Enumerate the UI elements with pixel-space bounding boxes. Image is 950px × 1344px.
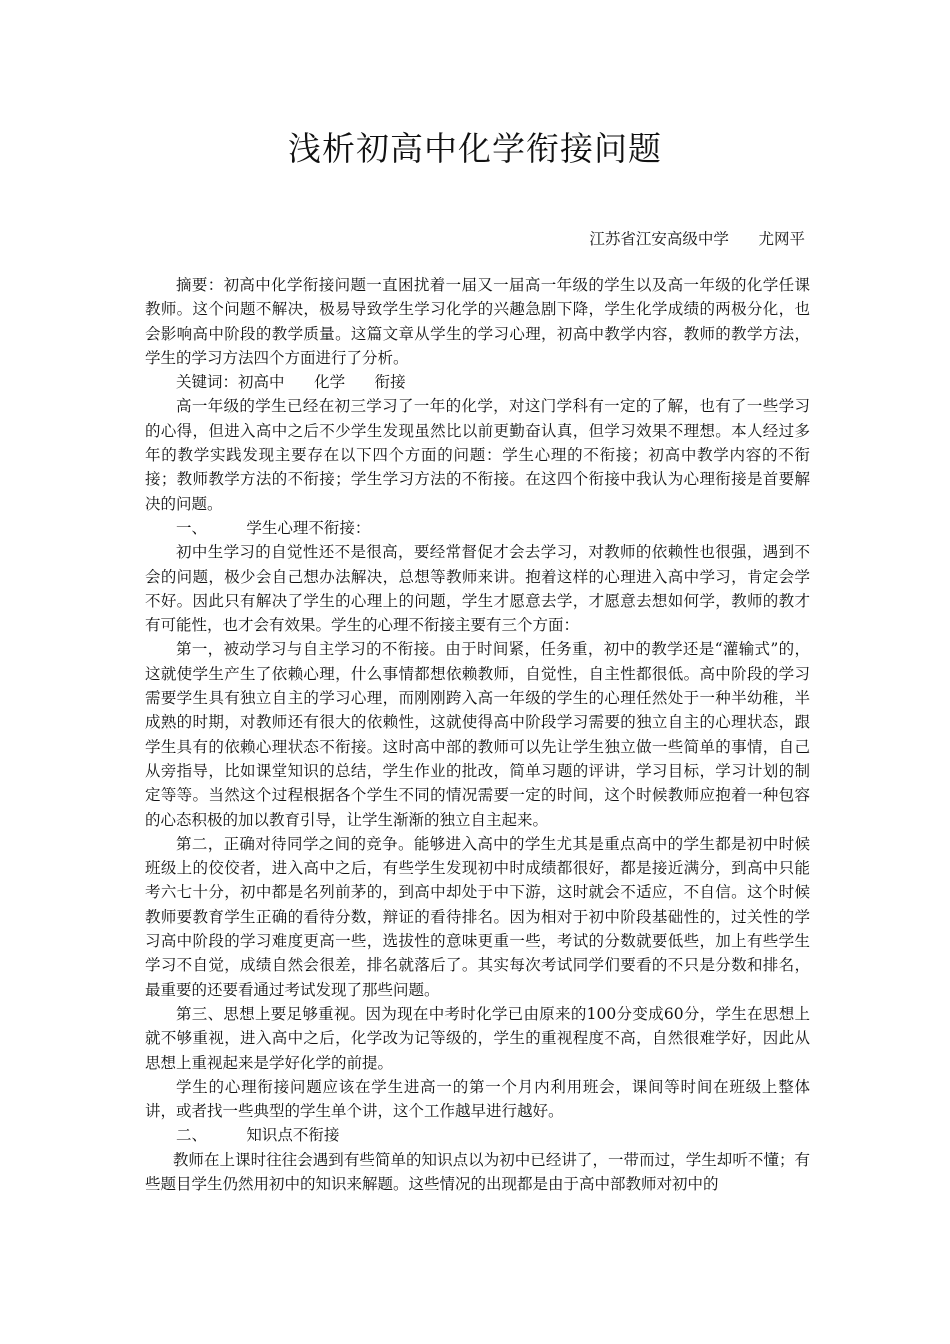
- body-paragraph: 教师在上课时往往会遇到有些简单的知识点以为初中已经讲了，一带而过，学生却听不懂；有些题目学生仍然用初中的知识来解题。这些情况的出现都是由于高中部教师对初中的: [145, 1150, 810, 1193]
- body-paragraph: 第一，被动学习与自主学习的不衔接。由于时间紧，任务重，初中的教学还是“灌输式”的，这就使学生产生了依赖心理，什么事情都想依赖教师，自觉性，自主性都很低。高中阶段的学习需要学生具有独立自主的学习心理，而刚刚跨入高一年级的学生的心理任然处于一种半幼稚，半成熟的时期，对教师还有很大的依赖性，这就使得高中阶段学习需要的独立自主的心理状态，跟学生具有的依赖心理状态不衔接。这时高中部的教师可以先让学生独立做一些简单的事情，自己从旁指导，比如课堂知识的总结，学生作业的批改，简单习题的评讲，学习目标，学习计划的制定等等。当然这个过程根据各个学生不同的情况需要一定的时间，这个时候教师应抱着一种包容的心态积极的加以教育引导，让学生渐渐的独立自主起来。: [145, 640, 810, 829]
- document-body: [145, 273, 810, 1196]
- intro-paragraph: 高一年级的学生已经在初三学习了一年的化学，对这门学科有一定的了解，也有了一些学习的心得，但进入高中之后不少学生发现虽然比以前更勤奋认真，但学习效果不理想。本人经过多年的教学实践发现主要存在以下四个方面的问题：学生心理的不衔接；初高中教学内容的不衔接；教师教学方法的不衔接；学生学习方法的不衔接。在这四个衔接中我认为心理衔接是首要解决的问题。: [145, 397, 810, 513]
- section-heading-1: 一、 学生心理不衔接：: [176, 518, 371, 537]
- body-paragraph: 第三、思想上要足够重视。因为现在中考时化学已由原来的100分变成60分，学生在思想上就不够重视，进入高中之后，化学改为记等级的，学生的重视程度不高，自然很难学好，因此从思想上重视起来是学好化学的前提。: [145, 1004, 810, 1072]
- body-paragraph: 学生的心理衔接问题应该在学生进高一的第一个月内利用班会，课间等时间在班级上整体讲，或者找一些典型的学生单个讲，这个工作越早进行越好。: [145, 1077, 810, 1121]
- body-paragraph: 初中生学习的自觉性还不是很高，要经常督促才会去学习，对教师的依赖性也很强，遇到不会的问题，极少会自己想办法解决，总想等教师来讲。抱着这样的心理进入高中学习，肯定会学不好。因此只有解决了学生的心理上的问题，学生才愿意去学，才愿意去想如何学，教师的教才有可能性，也才会有效果。学生的心理不衔接主要有三个方面：: [145, 543, 810, 635]
- section-heading-2: 二、 知识点不衔接: [176, 1126, 340, 1145]
- author-line: 江苏省江安高级中学 尤网平: [589, 230, 805, 248]
- keywords-line: 关键词：初高中 化学 衔接: [176, 373, 406, 392]
- abstract-paragraph: 摘要：初高中化学衔接问题一直困扰着一届又一届高一年级的学生以及高一年级的化学任课教师。这个问题不解决，极易导致学生学习化学的兴趣急剧下降，学生化学成绩的两极分化，也会影响高中阶段的教学质量。这篇文章从学生的学习心理，初高中教学内容，教师的教学方法，学生的学习方法四个方面进行了分析。: [145, 276, 810, 367]
- document-title: 浅析初高中化学衔接问题: [288, 129, 662, 168]
- body-paragraph: 第二，正确对待同学之间的竞争。能够进入高中的学生尤其是重点高中的学生都是初中时候班级上的佼佼者，进入高中之后，有些学生发现初中时成绩都很好，都是接近满分，到高中只能考六七十分，初中都是名列前茅的，到高中却处于中下游，这时就会不适应，不自信。这个时候教师要教育学生正确的看待分数，辩证的看待排名。因为相对于初中阶段基础性的，过关性的学习高中阶段的学习难度更高一些，选拔性的意味更重一些，考试的分数就要低些，加上有些学生学习不自觉，成绩自然会很差，排名就落后了。其实每次考试同学们要看的不只是分数和排名，最重要的还要看通过考试发现了那些问题。: [145, 834, 810, 999]
